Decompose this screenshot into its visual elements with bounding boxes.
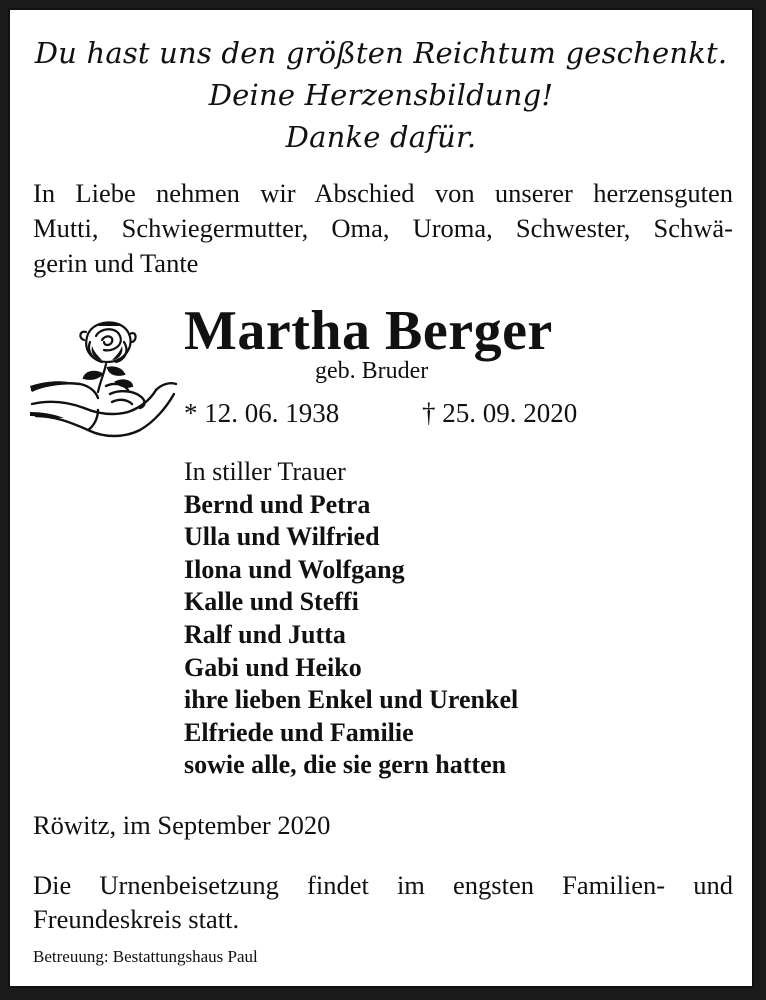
mourner-name: Ulla und Wilfried <box>184 522 380 552</box>
mourner-name: sowie alle, die sie gern hatten <box>184 750 507 780</box>
burial-notice <box>33 868 733 936</box>
birth-date: * 12. 06. 1938 <box>184 398 340 428</box>
mourner-name: Ilona und Wolfgang <box>184 554 405 584</box>
intro-line: In Liebe nehmen wir Abschied von unserer herzensguten <box>33 178 733 208</box>
place-and-date: Röwitz, im September 2020 <box>33 810 331 840</box>
undertaker-credit: Betreuung: Bestattungshaus Paul <box>33 947 258 966</box>
intro-line: Mutti, Schwiegermutter, Oma, Uroma, Schwester, Schwä- <box>33 213 733 243</box>
intro-text <box>33 176 733 281</box>
notice-line: Freundeskreis statt. <box>33 904 240 934</box>
mourner-name: Ralf und Jutta <box>184 619 346 649</box>
mourners-list <box>184 456 518 782</box>
mourning-lead: In stiller Trauer <box>184 457 346 486</box>
motto-line: Du hast uns den größten Reichtum geschenkt. <box>34 36 728 70</box>
intro-line: gerin und Tante <box>33 248 199 278</box>
mourner-name: Gabi und Heiko <box>184 652 362 682</box>
mourner-name: ihre lieben Enkel und Urenkel <box>184 685 519 715</box>
rose-in-hands-icon <box>28 312 180 444</box>
mourner-name: Kalle und Steffi <box>184 587 359 617</box>
mourner-name: Elfriede und Familie <box>184 717 414 747</box>
obituary-card <box>8 8 754 988</box>
motto-line: Deine Herzensbildung! <box>208 78 554 112</box>
notice-line: Die Urnenbeisetzung findet im engsten Familien- und <box>33 870 733 900</box>
maiden-name: geb. Bruder <box>315 358 429 384</box>
motto <box>10 32 752 158</box>
death-date: † 25. 09. 2020 <box>422 398 578 428</box>
mourner-name: Bernd und Petra <box>184 489 371 519</box>
motto-line: Danke dafür. <box>285 120 477 154</box>
deceased-name: Martha Berger <box>184 300 553 362</box>
